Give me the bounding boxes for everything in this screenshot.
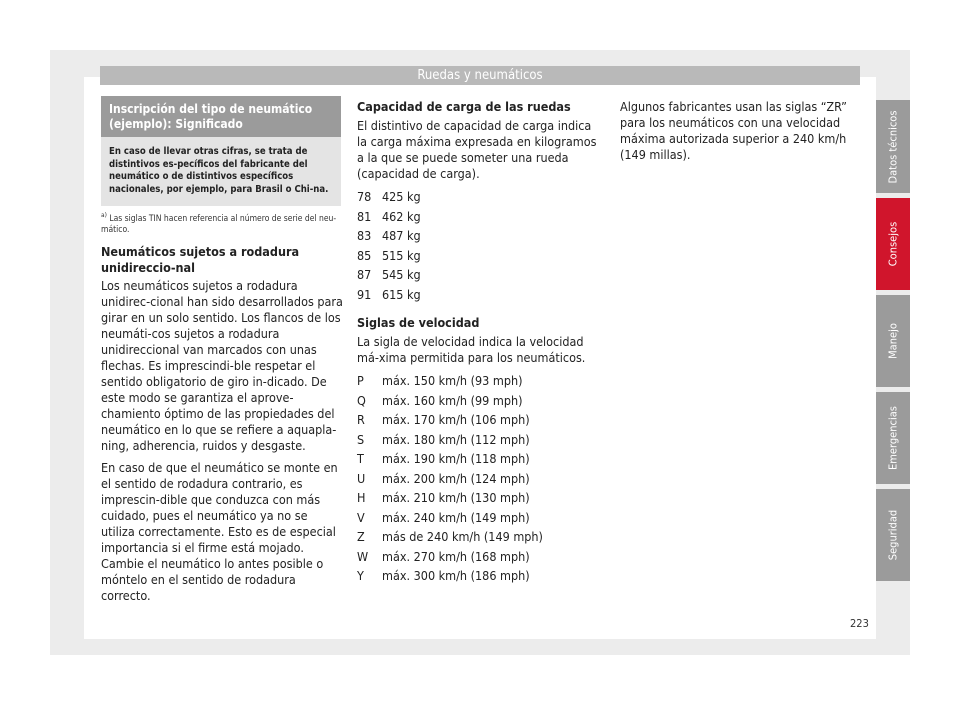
load-row: [357, 189, 602, 209]
load-row-code: 83: [357, 228, 372, 243]
speed-row-value: máx. 160 km/h (99 mph): [382, 392, 523, 408]
speed-heading: Siglas de velocidad: [357, 315, 480, 330]
load-row-code: 81: [357, 208, 372, 224]
column-2: [357, 99, 602, 597]
speed-row-code: Q: [357, 392, 366, 408]
info-box: [101, 96, 341, 206]
speed-row-code: W: [357, 548, 369, 564]
speed-row-code: R: [357, 412, 365, 427]
load-capacity-table: [357, 189, 602, 306]
load-row-value: 615 kg: [382, 286, 421, 302]
speed-row-code: V: [357, 509, 365, 525]
speed-rating-table: [357, 373, 602, 588]
unidirectional-paragraph-1: Los neumáticos sujetos a rodadura unidirec-cional han sido desarrollados para girar en un solo sentido. Los flancos de los neumáti-cos sujetos a rodadura unidireccional van marcados con unas flechas. Es imprescindi-ble respetar el sentido obligatorio de giro in-dicado. De este modo se garantiza el aprove-chamiento óptimo de las propiedades del neumático en lo que se refiere a aquapla-ning, adherencia, ruidos y desgaste.: [101, 278, 343, 453]
load-row-code: 91: [357, 286, 372, 302]
load-row: [357, 287, 602, 307]
load-row-value: 515 kg: [382, 247, 421, 263]
speed-row-value: máx. 210 km/h (130 mph): [382, 490, 530, 505]
load-row: [357, 209, 602, 229]
load-row-code: 78: [357, 189, 372, 204]
speed-row: [357, 412, 602, 432]
load-row-value: 462 kg: [382, 208, 421, 224]
speed-row-value: máx. 190 km/h (118 mph): [382, 451, 530, 466]
load-row-value: 545 kg: [382, 267, 421, 282]
footnote-marker: a): [101, 211, 107, 219]
side-tab-manejo[interactable]: Manejo: [876, 295, 910, 387]
speed-row: [357, 490, 602, 510]
speed-row-code: S: [357, 431, 365, 447]
speed-row: [357, 510, 602, 530]
speed-row-value: máx. 240 km/h (149 mph): [382, 509, 530, 525]
speed-row: [357, 373, 602, 393]
load-capacity-text: El distintivo de capacidad de carga indica la carga máxima expresada en kilogramos a la que se puede someter una rueda (capacidad de carga).: [357, 118, 597, 181]
side-tab-emergencias[interactable]: Emergencias: [876, 392, 910, 484]
speed-row: [357, 393, 602, 413]
info-box-text: En caso de llevar otras cifras, se trata de distintivos es-pecíficos del fabricante del neumático o de distintivos específicos nacionales, por ejemplo, para Brasil o Chi-na.: [109, 146, 329, 195]
load-row-value: 425 kg: [382, 189, 421, 204]
speed-row-value: máx. 300 km/h (186 mph): [382, 568, 530, 583]
speed-row-value: máx. 180 km/h (112 mph): [382, 431, 530, 447]
speed-row-code: Y: [357, 568, 364, 583]
section-header: Ruedas y neumáticos: [100, 66, 860, 85]
speed-row-code: U: [357, 470, 366, 486]
speed-row-code: P: [357, 373, 364, 388]
speed-row-code: T: [357, 451, 364, 466]
speed-row: [357, 568, 602, 588]
load-row: [357, 228, 602, 248]
load-row: [357, 267, 602, 287]
load-row-value: 487 kg: [382, 228, 421, 243]
speed-row: [357, 529, 602, 549]
side-tab-seguridad[interactable]: Seguridad: [876, 489, 910, 581]
unidirectional-heading: Neumáticos sujetos a rodadura unidireccio-nal: [101, 244, 300, 275]
speed-row-code: Z: [357, 529, 365, 544]
speed-row-value: máx. 150 km/h (93 mph): [382, 373, 523, 388]
load-row-code: 87: [357, 267, 372, 282]
speed-row-value: más de 240 km/h (149 mph): [382, 529, 543, 544]
side-tab-datos-tecnicos[interactable]: Datos técnicos: [876, 100, 910, 193]
side-tab-consejos[interactable]: Consejos: [876, 198, 910, 290]
column-3: [620, 99, 865, 163]
load-row: [357, 248, 602, 268]
page-number: 223: [850, 617, 869, 630]
footnote-text: Las siglas TIN hacen referencia al número de serie del neu-mático.: [101, 213, 337, 235]
speed-row: [357, 471, 602, 491]
speed-row-value: máx. 270 km/h (168 mph): [382, 548, 530, 564]
load-capacity-heading: Capacidad de carga de las ruedas: [357, 99, 571, 114]
load-row-code: 85: [357, 247, 372, 263]
speed-row-value: máx. 170 km/h (106 mph): [382, 412, 530, 427]
speed-row-code: H: [357, 490, 366, 505]
speed-row: [357, 432, 602, 452]
speed-row: [357, 549, 602, 569]
info-box-title: Inscripción del tipo de neumático (ejemplo): Significado: [101, 96, 341, 137]
footnote: [101, 210, 341, 236]
speed-text: La sigla de velocidad indica la velocidad má-xima permitida para los neumáticos.: [357, 334, 586, 365]
speed-row: [357, 451, 602, 471]
zr-note: Algunos fabricantes usan las siglas “ZR” para los neumáticos con una velocidad máxima autorizada superior a 240 km/h (149 millas).: [620, 99, 847, 162]
unidirectional-paragraph-2: En caso de que el neumático se monte en el sentido de rodadura contrario, es imprescin-dible que conduzca con más cuidado, pues el neumático ya no se utiliza correctamente. Esto es de especial importancia si el firme está mojado. Cambie el neumático lo antes posible o móntelo en el sentido de rodadura correcto.: [101, 460, 338, 603]
speed-row-value: máx. 200 km/h (124 mph): [382, 470, 530, 486]
column-1: [101, 244, 343, 610]
